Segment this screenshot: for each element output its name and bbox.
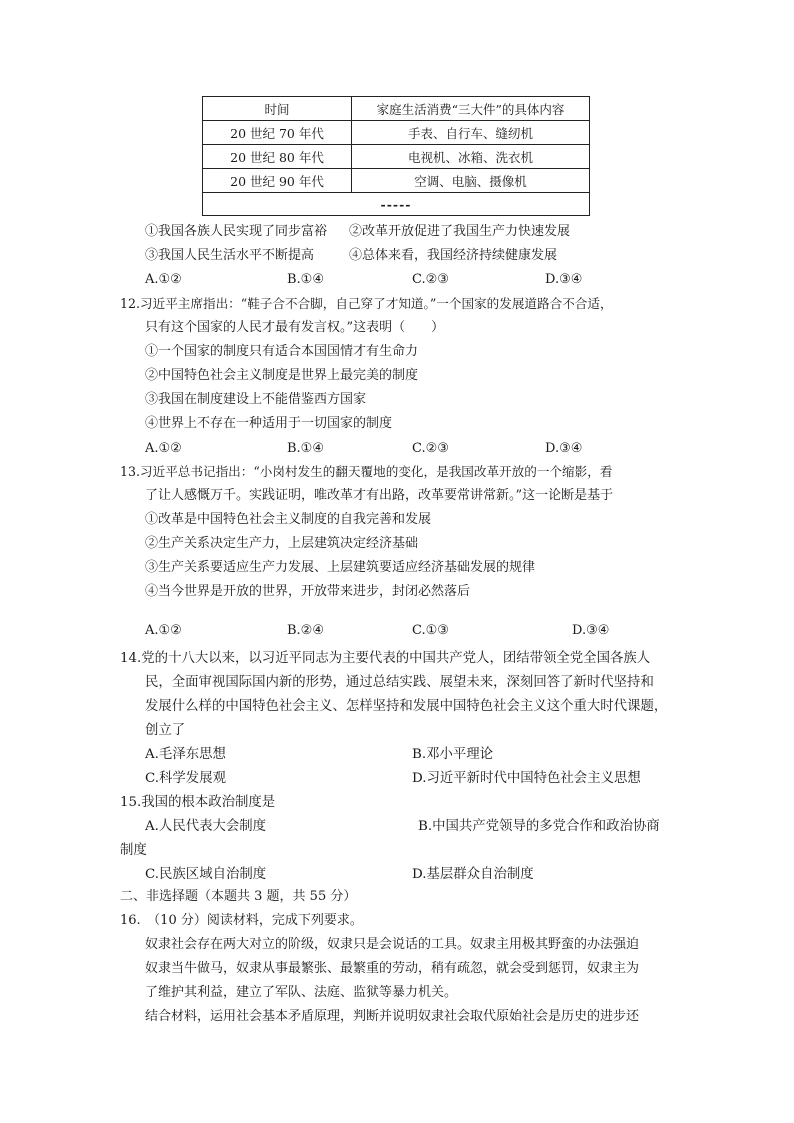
table-header-time: 时间 <box>203 97 352 121</box>
q12-choice-d: D.③④ <box>545 441 583 456</box>
table-footer-row <box>203 193 590 216</box>
q14-stem-line-3: 发展什么样的中国特色社会主义、怎样坚持和发展中国特色社会主义这个重大时代课题， <box>145 699 668 714</box>
q16-material-line-2: 奴隶当牛做马，奴隶从事最繁张、最繁重的劳动，稍有疏忽，就会受到惩罚，奴隶主为 <box>145 961 640 976</box>
q11-choice-d: D.③④ <box>545 272 583 287</box>
q12-option-3: ③我国在制度建设上不能借鉴西方国家 <box>145 392 367 407</box>
q13-choice-b: B.②④ <box>287 623 324 638</box>
table-cell: 电视机、冰箱、洗衣机 <box>352 145 590 169</box>
q13-choice-c: C.①③ <box>412 623 449 638</box>
q13-choice-a: A.①② <box>145 623 182 638</box>
q12-choice-a: A.①② <box>145 441 182 456</box>
q11-option-4: ④总体来看，我国经济持续健康发展 <box>349 248 558 263</box>
q11-choice-a: A.①② <box>145 272 182 287</box>
q12-option-2: ②中国特色社会主义制度是世界上最完美的制度 <box>145 368 419 383</box>
q12-stem-line-1: 12.习近平主席指出：“鞋子合不合脚，自己穿了才知道。”一个国家的发展道路合不合适， <box>120 296 613 311</box>
q13-option-2: ②生产关系决定生产力，上层建筑决定经济基础 <box>145 536 419 551</box>
table-row <box>203 169 590 193</box>
q11-choice-c: C.②③ <box>412 272 449 287</box>
q13-option-3: ③生产关系要适应生产力发展、上层建筑要适应经济基础发展的规律 <box>145 560 536 575</box>
table-header-row <box>203 97 590 121</box>
q13-choice-d: D.③④ <box>572 623 610 638</box>
q13-option-4: ④当今世界是开放的世界，开放带来进步，封闭必然落后 <box>145 584 471 599</box>
table-cell: 20 世纪 90 年代 <box>203 169 352 193</box>
q13-stem-line-2: 了让人感慨万千。实践证明，唯改革才有出路，改革要常讲常新。”这一论断是基于 <box>145 488 614 503</box>
q14-choice-a: A.毛泽东思想 <box>145 747 226 762</box>
q12-option-1: ①一个国家的制度只有适合本国国情才有生命力 <box>145 344 419 359</box>
q12-option-4: ④世界上不存在一种适用于一切国家的制度 <box>145 416 393 431</box>
q14-stem-line-1: 14.党的十八大以来，以习近平同志为主要代表的中国共产党人，团结带领全党全国各族人 <box>120 651 651 666</box>
q14-choice-c: C.科学发展观 <box>145 771 226 786</box>
q15-choice-d: D.基层群众自治制度 <box>412 867 534 882</box>
q15-choice-a: A.人民代表大会制度 <box>145 819 267 834</box>
q12-choice-b: B.①④ <box>287 441 324 456</box>
table-header-content: 家庭生活消费“三大件”的具体内容 <box>352 97 590 121</box>
table-row <box>203 121 590 145</box>
q16-stem: 16. （10 分）阅读材料，完成下列要求。 <box>120 913 363 928</box>
section-two-heading: 二、非选择题（本题共 3 题，共 55 分） <box>120 889 357 904</box>
q13-stem-line-1: 13.习近平总书记指出：“小岗村发生的翻天覆地的变化，是我国改革开放的一个缩影，看 <box>120 464 613 479</box>
q12-stem-line-2: 只有这个国家的人民才最有发言权。”这表明（ ） <box>145 320 445 335</box>
table-row <box>203 145 590 169</box>
q14-stem-line-2: 民，全面审视国际国内新的形势，通过总结实践、展望未来，深刻回答了新时代坚持和 <box>145 675 654 690</box>
q15-stem: 15.我国的根本政治制度是 <box>120 795 276 810</box>
consumption-table <box>202 96 590 216</box>
q12-choice-c: C.②③ <box>412 441 449 456</box>
q15-choice-b: B.中国共产党领导的多党合作和政治协商 <box>418 819 660 834</box>
table-cell: 20 世纪 70 年代 <box>203 121 352 145</box>
q13-option-1: ①改革是中国特色社会主义制度的自我完善和发展 <box>145 512 432 527</box>
q14-choice-b: B.邓小平理论 <box>412 747 494 762</box>
q11-option-1: ①我国各族人民实现了同步富裕 <box>145 224 328 239</box>
q11-option-3: ③我国人民生活水平不断提高 <box>145 248 315 263</box>
q14-choice-d: D.习近平新时代中国特色社会主义思想 <box>412 771 641 786</box>
table-footer-dashes: ----- <box>203 193 590 216</box>
q14-stem-line-4: 创立了 <box>145 723 186 738</box>
q11-option-2: ②改革开放促进了我国生产力快速发展 <box>349 224 571 239</box>
table-cell: 空调、电脑、摄像机 <box>352 169 590 193</box>
q11-choice-b: B.①④ <box>287 272 324 287</box>
table-cell: 手表、自行车、缝纫机 <box>352 121 590 145</box>
q16-material-line-3: 了维护其利益，建立了军队、法庭、监狱等暴力机关。 <box>145 985 458 1000</box>
q15-choice-b-continued: 制度 <box>120 843 147 858</box>
q16-material-line-1: 奴隶社会存在两大对立的阶级，奴隶只是会说话的工具。奴隶主用极其野蛮的办法强迫 <box>145 937 640 952</box>
q15-choice-c: C.民族区域自治制度 <box>145 867 267 882</box>
table-cell: 20 世纪 80 年代 <box>203 145 352 169</box>
q16-task-line: 结合材料，运用社会基本矛盾原理，判断并说明奴隶社会取代原始社会是历史的进步还 <box>145 1009 640 1024</box>
